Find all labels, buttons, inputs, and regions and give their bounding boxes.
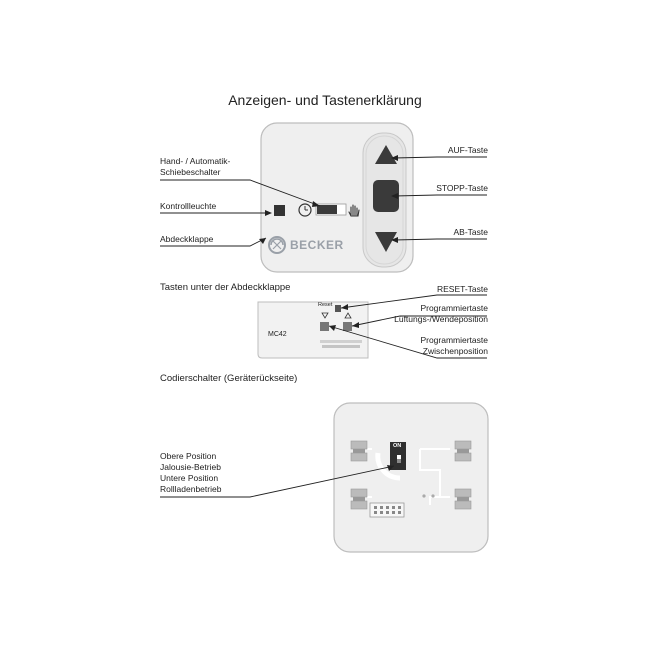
coding-label-line4: Rollladenbetrieb	[160, 484, 222, 494]
prog-wendeposition-button[interactable]	[343, 322, 352, 331]
reset-small-label: Reset	[318, 302, 333, 308]
connector-block	[370, 503, 404, 517]
prog2-label-line2: Zwischenposition	[422, 346, 488, 356]
coding-label-line2: Jalousie-Betrieb	[160, 462, 221, 472]
terminal-bottom-right	[455, 489, 471, 509]
model-label: MC42	[268, 331, 287, 338]
terminal-bottom-left	[351, 489, 367, 509]
stopp-label: STOPP-Taste	[436, 183, 488, 193]
hand-auto-label-line2: Schiebeschalter	[160, 167, 221, 177]
under-cover-heading: Tasten unter der Abdeckklappe	[160, 282, 291, 293]
reset-label: RESET-Taste	[436, 284, 488, 294]
prog2-label-line1: Programmiertaste	[420, 335, 488, 345]
prog-zwischenposition-button[interactable]	[320, 322, 329, 331]
ab-label: AB-Taste	[453, 227, 488, 237]
coding-switch-on-text: ON	[393, 443, 402, 449]
coding-label-line1: Obere Position	[160, 451, 217, 461]
coding-heading: Codierschalter (Geräterückseite)	[160, 373, 298, 384]
abdeck-label: Abdeckklappe	[160, 234, 214, 244]
back-panel	[334, 403, 488, 552]
terminal-top-right	[455, 441, 471, 461]
coding-label-line3: Untere Position	[160, 473, 219, 483]
auf-label: AUF-Taste	[447, 145, 488, 155]
hand-auto-label-line1: Hand- / Automatik-	[160, 156, 231, 166]
prog1-label-line1: Programmiertaste	[420, 303, 488, 313]
page-title: Anzeigen- und Tastenerklärung	[228, 92, 422, 108]
brand-name: BECKER	[290, 238, 344, 252]
terminal-top-left	[351, 441, 367, 461]
prog1-label-line2: Lüftungs-/Wendeposition	[394, 314, 488, 324]
kontroll-label: Kontrollleuchte	[160, 201, 217, 211]
reset-button[interactable]	[335, 305, 341, 312]
control-lamp	[274, 205, 285, 216]
hand-auto-slide-switch[interactable]	[316, 204, 346, 215]
